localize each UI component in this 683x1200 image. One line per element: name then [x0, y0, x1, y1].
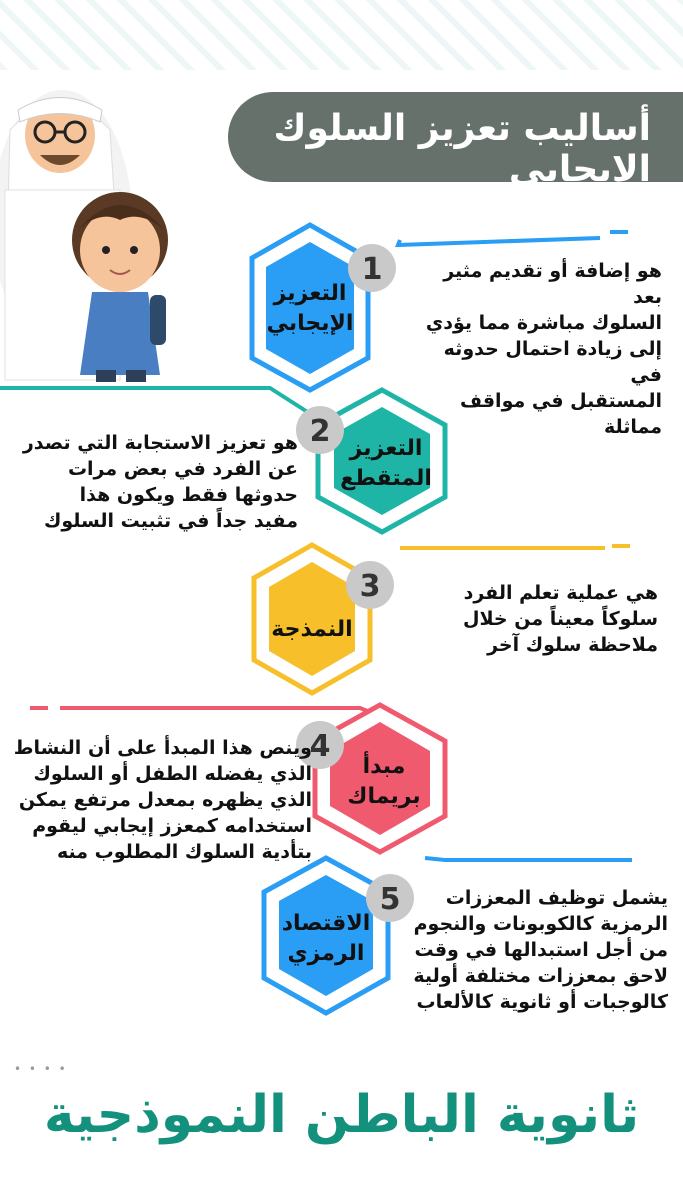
step-label-5a: الاقتصاد: [281, 911, 371, 936]
step-number-2: 2: [309, 414, 331, 449]
footer-dots: • • • •: [14, 1062, 68, 1076]
step-number-4: 4: [309, 729, 331, 764]
hexagon-4: [296, 705, 445, 852]
page-title: أساليب تعزيز السلوك الإيجابي: [273, 108, 651, 190]
hexagon-5: [264, 858, 414, 1013]
step-description-3: هي عملية تعلم الفرد سلوكاً معيناً من خلال ملاحظة سلوك آخر: [463, 582, 658, 656]
step-number-5: 5: [379, 882, 401, 917]
step-label-5b: الرمزي: [287, 941, 365, 966]
step-label-1b: الإيجابي: [266, 311, 354, 336]
step-label-2a: التعزيز: [349, 436, 423, 461]
step-description-2: هو تعزيز الاستجابة التي تصدر عن الفرد في بعض مرات حدوثها فقط ويكون هذا مفيد جداً في تثبيت السلوك: [22, 432, 298, 532]
step-description-1: هو إضافة أو تقديم مثير بعد السلوك مباشرة مما يؤدي إلى زيادة احتمال حدوثه في المستقبل في مواقف مماثلة: [425, 260, 662, 438]
school-name: ثانوية الباطن النموذجية: [43, 1085, 640, 1145]
step-description-4: وينص هذا المبدأ على أن النشاط الذي يفضله الطفل أو السلوك الذي يظهره بمعدل مرتفع يمكن استخدامه كمعزز إيجابي ليقوم بتأدية السلوك المطلوب منه: [13, 737, 312, 863]
step-label-3a: النمذجة: [271, 617, 353, 642]
step-label-2b: المتقطع: [340, 466, 432, 491]
step-label-4a: مبدأ: [362, 754, 406, 779]
step-number-3: 3: [359, 569, 381, 604]
step-label-1a: التعزيز: [273, 281, 347, 306]
hexagon-3: [254, 545, 394, 693]
step-number-1: 1: [361, 252, 383, 287]
step-description-5: يشمل توظيف المعززات الرمزية كالكوبونات والنجوم من أجل استبدالها في وقت لاحق بمعززات مختلفة أولية كالوجبات أو ثانوية كالألعاب: [413, 887, 668, 1013]
hexagon-1: [252, 225, 396, 390]
step-label-4b: بريماك: [347, 784, 421, 809]
